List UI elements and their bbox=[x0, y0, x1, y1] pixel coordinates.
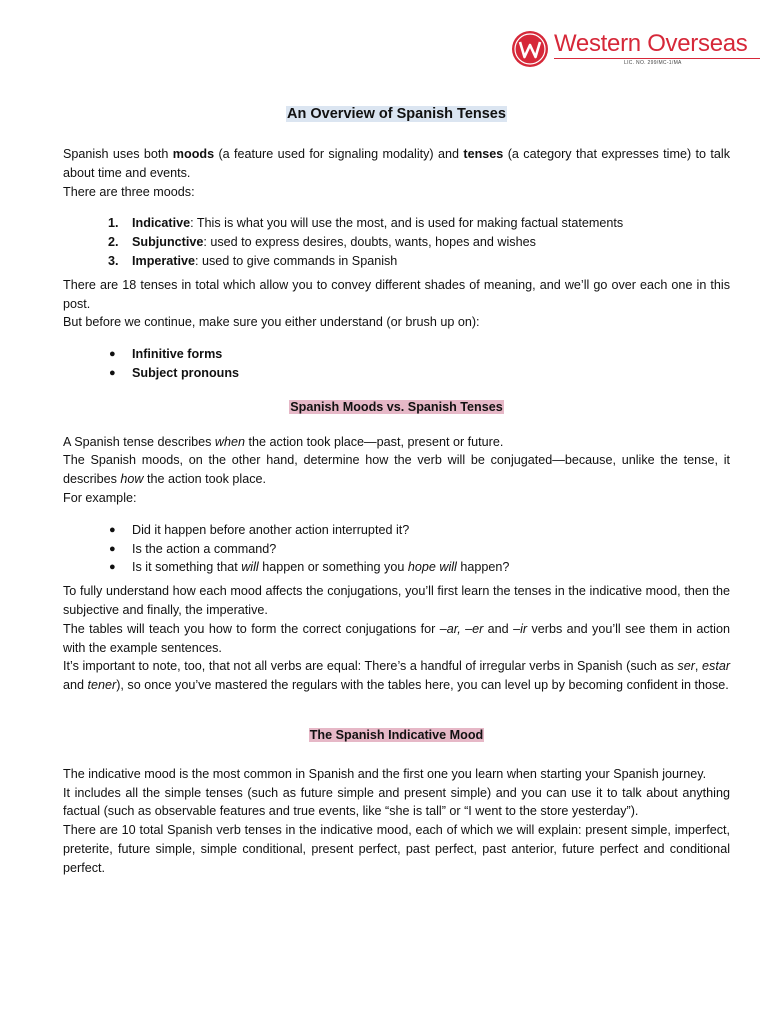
list-item: 2. Subjunctive: used to express desires, doubts, wants, hopes and wishes bbox=[108, 235, 536, 250]
list-item: ● Is the action a command? bbox=[109, 541, 277, 556]
moods-list bbox=[63, 214, 730, 270]
brand-rule bbox=[554, 58, 760, 59]
simple-tenses-paragraph: It includes all the simple tenses (such as future simple and present simple) and you can use it to talk about anything factual (such as observable features and true events, like “she is tall” or “I went to the store yesterday”). bbox=[63, 785, 730, 819]
brand-license: LIC. NO. 299/MC-1/MA bbox=[624, 60, 682, 66]
three-moods-text: There are three moods: bbox=[63, 184, 195, 199]
before-continue-text: But before we continue, make sure you either understand (or brush up on): bbox=[63, 315, 480, 330]
mood-definition-paragraph: The Spanish moods, on the other hand, determine how the verb will be conjugated—because, unlike the tense, it describes how the action took place. bbox=[63, 453, 730, 487]
ten-tenses-paragraph: There are 10 total Spanish verb tenses in the indicative mood, each of which we will explain: present simple, imperfect, preterite, future simple, simple conditional, present perfect, past perfect, past anterior, future perfect and conditional perfect. bbox=[63, 823, 730, 875]
document-title: An Overview of Spanish Tenses bbox=[287, 106, 506, 122]
w-logo-icon bbox=[512, 31, 548, 67]
list-item: ● Subject pronouns bbox=[109, 365, 240, 380]
indicative-intro-paragraph: The indicative mood is the most common in Spanish and the first one you learn when starting your Spanish journey. bbox=[63, 766, 707, 781]
tense-definition-paragraph: A Spanish tense describes when the action took place—past, present or future. bbox=[63, 434, 504, 449]
list-item: ● Did it happen before another action interrupted it? bbox=[109, 522, 410, 537]
for-example-text: For example: bbox=[63, 490, 137, 505]
learning-order-paragraph: To fully understand how each mood affects the conjugations, you’ll first learn the tenses in the indicative mood, then the subjective and finally, the imperative. bbox=[63, 584, 730, 617]
example-questions-list bbox=[63, 521, 730, 577]
irregular-verbs-paragraph: It’s important to note, too, that not all verbs are equal: There’s a handful of irregular verbs in Spanish (such as ser, estar and tener), so once you’ve mastered the regulars with the tables here, you can level up by becoming confident in those. bbox=[63, 659, 731, 693]
section-heading-moods-vs-tenses: Spanish Moods vs. Spanish Tenses bbox=[290, 399, 503, 414]
tenses-count-paragraph: There are 18 tenses in total which allow you to convey different shades of meaning, and we’ll go over each one in this post. bbox=[63, 277, 730, 311]
section-heading-indicative-mood: The Spanish Indicative Mood bbox=[309, 727, 484, 742]
list-item: ● Is it something that will happen or something you hope will happen? bbox=[109, 560, 510, 575]
list-item: 3. Imperative: used to give commands in Spanish bbox=[108, 253, 398, 268]
document-body bbox=[63, 104, 730, 878]
intro-paragraph: Spanish uses both moods (a feature used for signaling modality) and tenses (a category that expresses time) to talk about time and events. bbox=[63, 147, 731, 180]
list-item: 1. Indicative: This is what you will use the most, and is used for making factual statements bbox=[108, 216, 624, 231]
list-item: ● Infinitive forms bbox=[109, 347, 223, 362]
brand-logo bbox=[512, 29, 764, 71]
prereq-list bbox=[63, 345, 730, 383]
tables-paragraph: The tables will teach you how to form the correct conjugations for –ar, –er and –ir verbs and you’ll see them in action with the example sentences. bbox=[63, 621, 730, 655]
brand-name: Western Overseas bbox=[554, 30, 748, 57]
